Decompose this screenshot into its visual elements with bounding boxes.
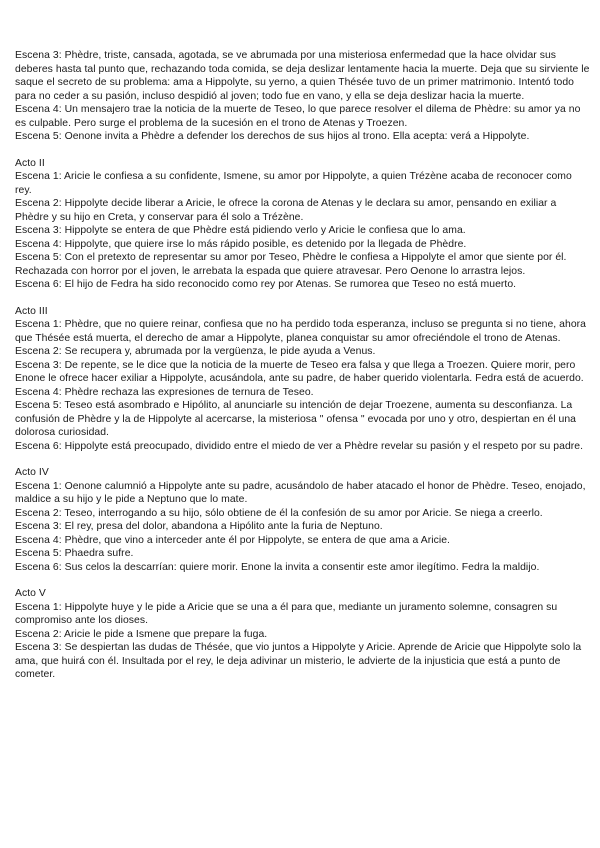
- act-i-scene-5: Escena 5: Oenone invita a Phèdre a defender los derechos de sus hijos al trono. Ella acepta: verá a Hippolyte.: [15, 131, 530, 142]
- act-iv-scene-2: Escena 2: Teseo, interrogando a su hijo, sólo obtiene de él la confesión de su amor por Aricie. Se niega a creerlo.: [15, 507, 543, 519]
- act-ii-scene-6: Escena 6: El hijo de Fedra ha sido reconocido como rey por Atenas. Se rumorea que Teseo no está muerto.: [15, 279, 517, 290]
- act-iv-scene-1: Escena 1: Oenone calumnió a Hippolyte ante su padre, acusándolo de haber atacado el honor de Phèdre. Teseo, enojado, maldice a su hijo y le pide a Neptuno que lo mate.: [15, 480, 586, 505]
- act-i-scene-3: Escena 3: Phèdre, triste, cansada, agotada, se ve abrumada por una misteriosa enfermedad que la hace olvidar sus deberes hasta tal punto que, rechazando toda comida, se deja deslizar lentamente hacia la muerte. Deja que su sirviente le saque el secreto de su problema: ama a Hippolyte, su yerno, a quien Thésée tuvo de un primer matrimonio. Intentó todo para no ceder a su pasión, incluso despidió al joven; todo fue en vano, y ella se deja deslizar hacia la muerte.: [15, 50, 590, 102]
- act-iv-scene-6: Escena 6: Sus celos la descarrían: quiere morir. Enone la invita a consentir este amor ilegítimo. Fedra la maldijo.: [15, 561, 540, 573]
- act-iv: [15, 466, 590, 574]
- act-ii-scene-1: Escena 1: Aricie le confiesa a su confidente, Ismene, su amor por Hippolyte, a quien Trézène acaba de reconocer como rey.: [15, 171, 572, 196]
- act-ii-scene-2: Escena 2: Hippolyte decide liberar a Aricie, le ofrece la corona de Atenas y le declara su amor, pensando en exiliar a Phèdre y su hijo en Creta, y conservar para él solo a Trézène.: [15, 198, 557, 223]
- act-iv-title: Acto IV: [15, 467, 49, 478]
- act-ii-scene-3: Escena 3: Hippolyte se entera de que Phèdre está pidiendo verlo y Aricie le confiesa que lo ama.: [15, 225, 466, 236]
- act-iv-scene-5: Escena 5: Phaedra sufre.: [15, 548, 134, 559]
- act-iv-scene-4: Escena 4: Phèdre, que vino a interceder ante él por Hippolyte, se entera de que ama a Aricie.: [15, 534, 450, 546]
- act-iii: [15, 305, 590, 454]
- act-ii-scene-5: Escena 5: Con el pretexto de representar su amor por Teseo, Phèdre le confiesa a Hippolyte el amor que siente por él. Rechazada con horror por el joven, le arrebata la espada que quiere atravesar. Pero Oenone lo arrastra lejos.: [15, 252, 567, 277]
- act-iii-scene-6: Escena 6: Hippolyte está preocupado, dividido entre el miedo de ver a Phèdre revelar su pasión y el respeto por su padre.: [15, 440, 584, 452]
- act-iv-scene-3: Escena 3: El rey, presa del dolor, abandona a Hipólito ante la furia de Neptuno.: [15, 521, 383, 532]
- act-i-continued: [15, 49, 590, 144]
- act-ii: [15, 157, 590, 292]
- act-iii-scene-1: Escena 1: Phèdre, que no quiere reinar, confiesa que no ha perdido toda esperanza, incluso se pregunta si no tiene, ahora que Thésée está muerta, el derecho de amar a Hippolyte, planea conquistar su amor ofreciéndole el trono de Atenas.: [15, 319, 586, 344]
- act-v-scene-3: Escena 3: Se despiertan las dudas de Thésée, que vio juntos a Hippolyte y Aricie. Aprende de Aricie que Hippolyte solo la ama, que huirá con él. Insultada por el rey, le deja adivinar un misterio, le advierte de la injusticia que está a punto de cometer.: [15, 642, 582, 680]
- act-iii-scene-5: Escena 5: Teseo está asombrado e Hipólito, al anunciarle su intención de dejar Troezene, aumenta su desconfianza. La confusión de Phèdre y la de Hippolyte al acercarse, la misteriosa " ofensa " evocada por uno y otro, despiertan en él una dolorosa curiosidad.: [15, 400, 576, 438]
- document-page: [15, 49, 590, 682]
- act-ii-title: Acto II: [15, 157, 45, 169]
- act-v-title: Acto V: [15, 588, 46, 599]
- act-iii-scene-2: Escena 2: Se recupera y, abrumada por la vergüenza, le pide ayuda a Venus.: [15, 346, 376, 357]
- act-v-scene-1: Escena 1: Hippolyte huye y le pide a Aricie que se una a él para que, mediante un juramento solemne, consagren su compromiso ante los dioses.: [15, 601, 558, 626]
- act-v-scene-2: Escena 2: Aricie le pide a Ismene que prepare la fuga.: [15, 628, 268, 640]
- act-i-scene-4: Escena 4: Un mensajero trae la noticia de la muerte de Teseo, lo que parece resolver el dilema de Phèdre: su amor ya no es culpable. Pero surge el problema de la sucesión en el trono de Atenas y Troezen.: [15, 104, 581, 129]
- act-ii-scene-4: Escena 4: Hippolyte, que quiere irse lo más rápido posible, es detenido por la llegada de Phèdre.: [15, 238, 467, 250]
- act-v: [15, 587, 590, 682]
- act-iii-title: Acto III: [15, 305, 48, 317]
- act-iii-scene-4: Escena 4: Phèdre rechaza las expresiones de ternura de Teseo.: [15, 386, 314, 398]
- act-iii-scene-3: Escena 3: De repente, se le dice que la noticia de la muerte de Teseo era falsa y que llega a Troezen. Quiere morir, pero Enone le ofrece hacer exiliar a Hippolyte, acusándola, ante su padre, de haber querido violentarla. Fedra está de acuerdo.: [15, 359, 584, 384]
